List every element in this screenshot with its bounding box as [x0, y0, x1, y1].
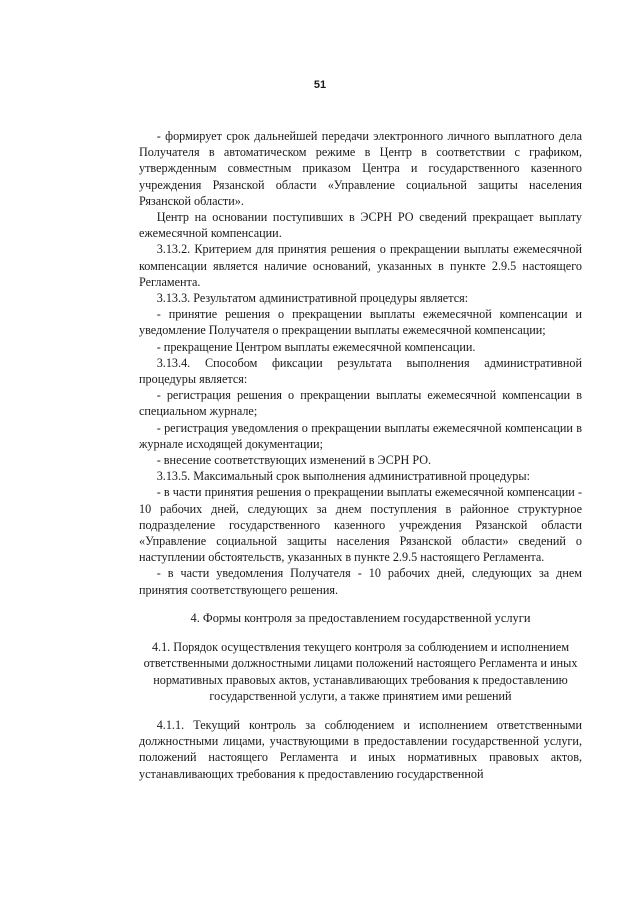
paragraph-3-13-2: 3.13.2. Критерием для принятия решения о прекращении выплаты ежемесячной компенсации является наличие оснований, указанных в пункте 2.9.5 настоящего Регламента.	[139, 242, 582, 289]
page-number: 51	[313, 79, 327, 91]
document-body	[139, 128, 582, 782]
list-item-register-notification: - регистрация уведомления о прекращении выплаты ежемесячной компенсации в журнале исходящей документации;	[139, 420, 582, 451]
paragraph-center-stops-payment: Центр на основании поступивших в ЭСРН РО сведений прекращает выплату ежемесячной компенсации.	[139, 210, 582, 241]
list-item-center-stop: - прекращение Центром выплаты ежемесячной компенсации.	[156, 339, 476, 354]
paragraph-3-13-3: 3.13.3. Результатом административной процедуры является:	[156, 291, 469, 306]
paragraph-3-13-4: 3.13.4. Способом фиксации результата выполнения административной процедуры является:	[139, 355, 582, 387]
paragraph-deadline-transfer: - формирует срок дальнейшей передачи электронного личного выплатного дела Получателя в автоматическом режиме в Центр в соответствии с графиком, утвержденным совместным приказом Центра и государственного казенного учреждения Рязанской области «Управление социальной защиты населения Рязанской области».	[139, 129, 582, 208]
section-heading-4: 4. Формы контроля за предоставлением государственной услуги	[190, 610, 531, 625]
list-item-esrn-changes: - внесение соответствующих изменений в ЭСРН РО.	[156, 453, 432, 468]
paragraph-3-13-5: 3.13.5. Максимальный срок выполнения административной процедуры:	[156, 469, 530, 484]
paragraph-4-1-1: 4.1.1. Текущий контроль за соблюдением и исполнением ответственными должностными лицами, участвующими в предоставлении государственной услуги, положений настоящего Регламента и иных нормативных правовых актов, устанавливающих требования к предоставлению государственной	[139, 717, 582, 781]
list-item-register-decision: - регистрация решения о прекращении выплаты ежемесячной компенсации в специальном журнале;	[139, 388, 582, 419]
list-item-notification-deadline: - в части уведомления Получателя - 10 рабочих дней, следующих за днем принятия соответствующего решения.	[139, 566, 582, 597]
subsection-heading-4-1: 4.1. Порядок осуществления текущего контроля за соблюдением и исполнением ответственными должностными лицами положений настоящего Регламента и иных нормативных правовых актов, устанавливающих требования к предоставлению государственной услуги, а также принятием ими решений	[143, 640, 578, 703]
list-item-decision-deadline: - в части принятия решения о прекращении выплаты ежемесячной компенсации - 10 рабочих дней, следующих за днем поступления в районное структурное подразделение государственного казенного учреждения Рязанской области «Управление социальной защиты населения Рязанской области» сведений о наступлении обстоятельств, указанных в пункте 2.9.5 настоящего Регламента.	[139, 485, 582, 565]
list-item-decision-notification: - принятие решения о прекращении выплаты ежемесячной компенсации и уведомление Получателя о прекращении выплаты ежемесячной компенсации;	[139, 307, 582, 338]
